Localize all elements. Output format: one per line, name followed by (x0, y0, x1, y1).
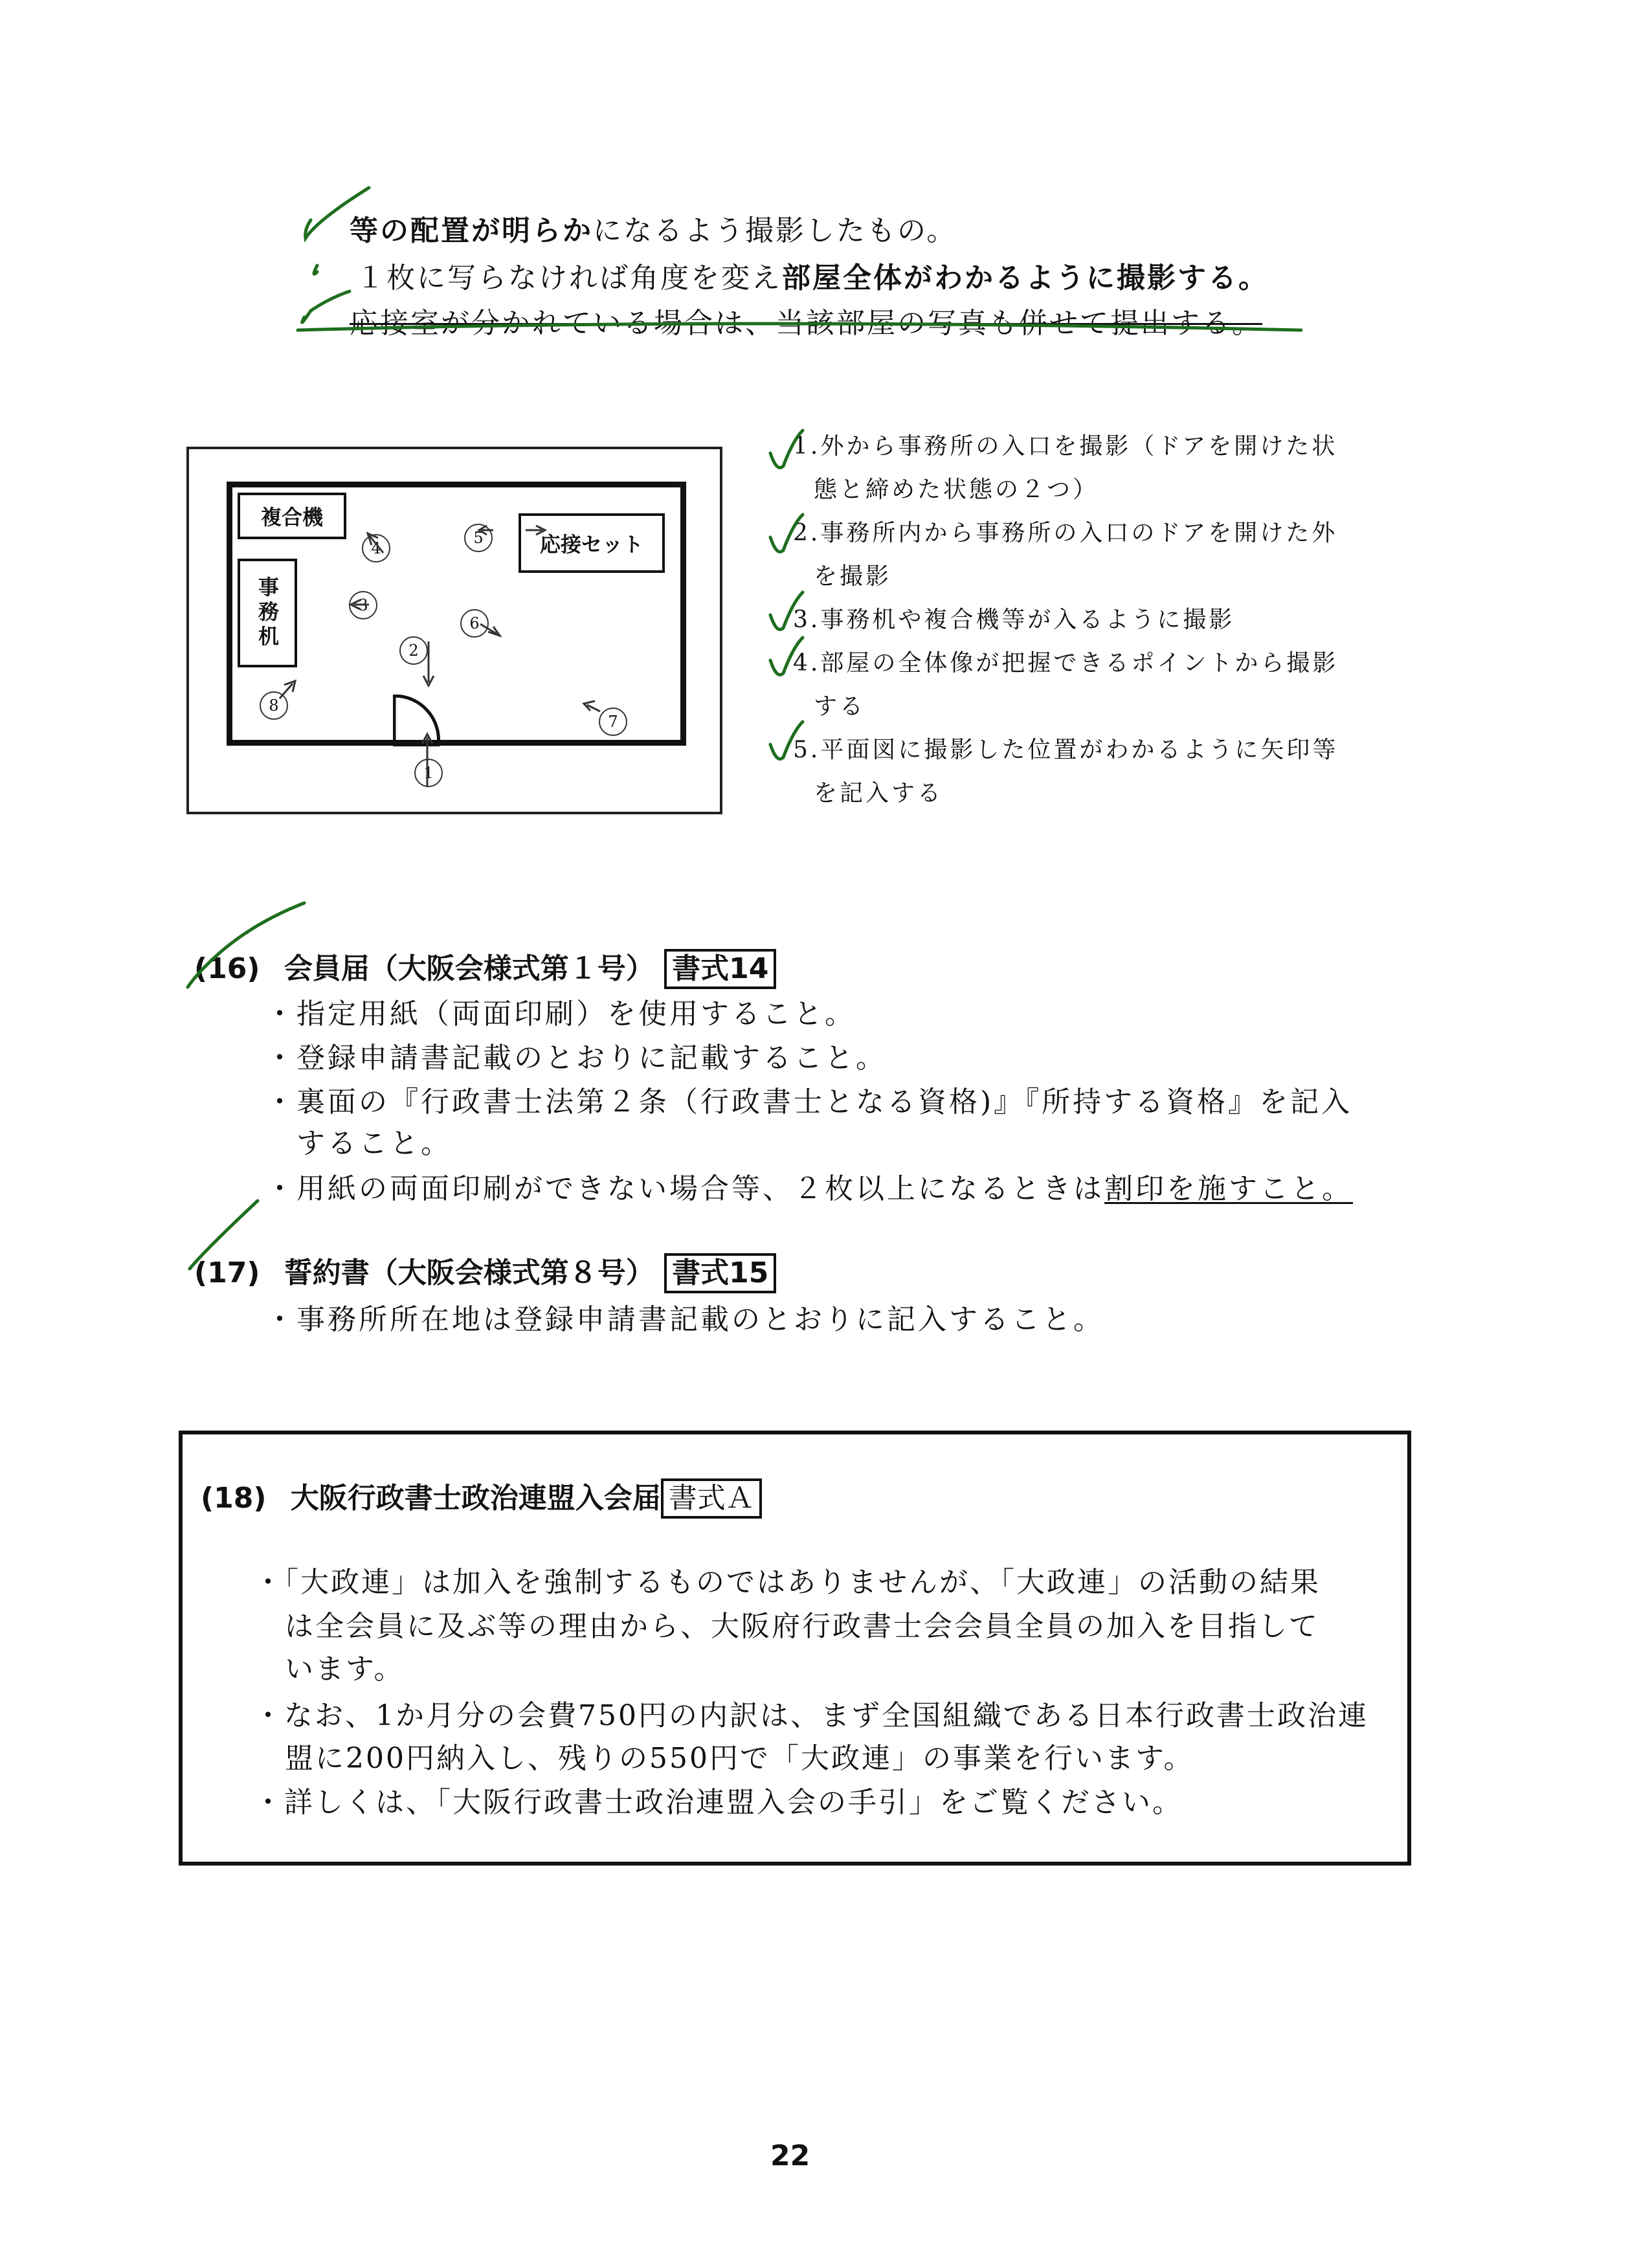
section-17-num: (17) (194, 1256, 260, 1289)
section-17-title: 誓約書（大阪会様式第８号） (284, 1256, 654, 1289)
page-number: 22 (770, 2139, 810, 2172)
section-18-line-3: います。 (285, 1653, 405, 1686)
section-18-heading (201, 1475, 762, 1519)
section-18-title: 大阪行政書士政治連盟入会届 (290, 1482, 661, 1515)
desk-label: 事務机 (238, 559, 297, 667)
camera-arrows (189, 449, 720, 812)
step-check-marks-icon (764, 421, 816, 783)
section-18-num: (18) (201, 1482, 267, 1515)
step-line: 事務机や複合機等が入るように撮影 (820, 607, 1235, 633)
step-line: 事務所内から事務所の入口のドアを開けた外 (820, 520, 1338, 546)
camera-point-3: 3 (349, 591, 377, 619)
note-line-1-bold: 等の配置が明らか (350, 214, 593, 247)
step-num: 5. (793, 737, 821, 763)
section-18-line-5: 盟に200円納入し、残りの550円で「大政連」の事業を行います。 (285, 1742, 1194, 1775)
section-17-check-icon (186, 1198, 264, 1275)
step-1 (793, 425, 1376, 468)
photo-steps-list (793, 425, 1376, 815)
camera-point-8: 8 (260, 691, 288, 720)
section-18-form-tag: 書式Ａ (661, 1478, 762, 1519)
section-16-bullet-3-cont: すること。 (296, 1127, 452, 1160)
step-4 (793, 641, 1376, 685)
step-1-cont: 態と締めた状態の２つ） (814, 476, 1099, 503)
section-16-num: (16) (194, 952, 260, 985)
check-mark-icon (291, 181, 408, 330)
section-18-line-4: ・なお、1か月分の会費750円の内訳は、まず全国組織である日本行政書士政治連 (254, 1699, 1368, 1732)
step-line: 部屋の全体像が把握できるポイントから撮影 (820, 650, 1339, 676)
section-17-heading (194, 1249, 776, 1293)
strike-scribble-icon (291, 311, 1314, 343)
step-3 (793, 598, 1376, 641)
step-num: 4. (793, 650, 821, 676)
section-18-line-2: は全会員に及ぶ等の理由から、大阪府行政書士会会員全員の加入を目指して (285, 1610, 1319, 1643)
step-line: 平面図に撮影した位置がわかるように矢印等 (820, 737, 1339, 763)
section-16-bullet-2: ・登録申請書記載のとおりに記載すること。 (265, 1042, 887, 1075)
note-line-2 (356, 254, 1269, 296)
camera-point-7: 7 (599, 708, 627, 736)
section-16-check-icon (181, 900, 311, 990)
camera-point-5: 5 (464, 524, 493, 552)
step-5 (793, 728, 1376, 772)
section-17-bullet-1: ・事務所所在地は登録申請書記載のとおりに記入すること。 (265, 1303, 1104, 1336)
section-16-bullet-1: ・指定用紙（両面印刷）を使用すること。 (265, 998, 856, 1031)
floor-plan (186, 447, 722, 814)
note-line-2-start: １枚に写らなければ角度を変え (356, 262, 782, 295)
step-2-cont: を撮影 (814, 563, 892, 590)
camera-point-4: 4 (362, 534, 390, 563)
section-17-form-tag: 書式15 (664, 1253, 776, 1293)
step-5-cont: を記入する (814, 780, 944, 807)
step-num: 1. (793, 433, 821, 460)
step-num: 2. (793, 520, 821, 546)
section-18-box (179, 1431, 1411, 1866)
section-16-bullet-4 (265, 1165, 1353, 1207)
note-line-1-rest: になるよう撮影したもの。 (593, 214, 957, 247)
section-16-bullet-4-underlined: 割印を施すこと。 (1104, 1172, 1353, 1205)
section-16-form-tag: 書式14 (664, 949, 776, 989)
step-num: 3. (793, 607, 821, 633)
camera-point-2: 2 (399, 636, 428, 665)
section-16-bullet-4-text: ・用紙の両面印刷ができない場合等、２枚以上になるときは (265, 1172, 1104, 1205)
multifunction-label: 複合機 (238, 493, 346, 539)
reception-set-label: 応接セット (519, 513, 665, 573)
section-16-title: 会員届（大阪会様式第１号） (284, 952, 654, 985)
note-line-1 (350, 207, 957, 249)
section-18-line-1: ・「大政連」は加入を強制するものではありませんが、「大政連」の活動の結果 (254, 1566, 1321, 1599)
section-16-bullet-3: ・裏面の『行政書士法第２条（行政書士となる資格)』『所持する資格』を記入 (265, 1086, 1353, 1119)
step-line: 外から事務所の入口を撮影（ドアを開けた状 (820, 433, 1338, 460)
step-4-cont: する (814, 693, 866, 720)
note-line-3: 応接室が分かれている場合は、当該部屋の写真も併せて提出する。 (350, 307, 1262, 340)
section-18-line-6: ・詳しくは、「大阪行政書士政治連盟入会の手引」をご覧ください。 (254, 1786, 1183, 1819)
step-2 (793, 511, 1376, 555)
camera-point-6: 6 (460, 609, 489, 638)
camera-point-1: 1 (414, 759, 443, 787)
note-line-2-bold: 部屋全体がわかるように撮影する。 (782, 262, 1269, 295)
